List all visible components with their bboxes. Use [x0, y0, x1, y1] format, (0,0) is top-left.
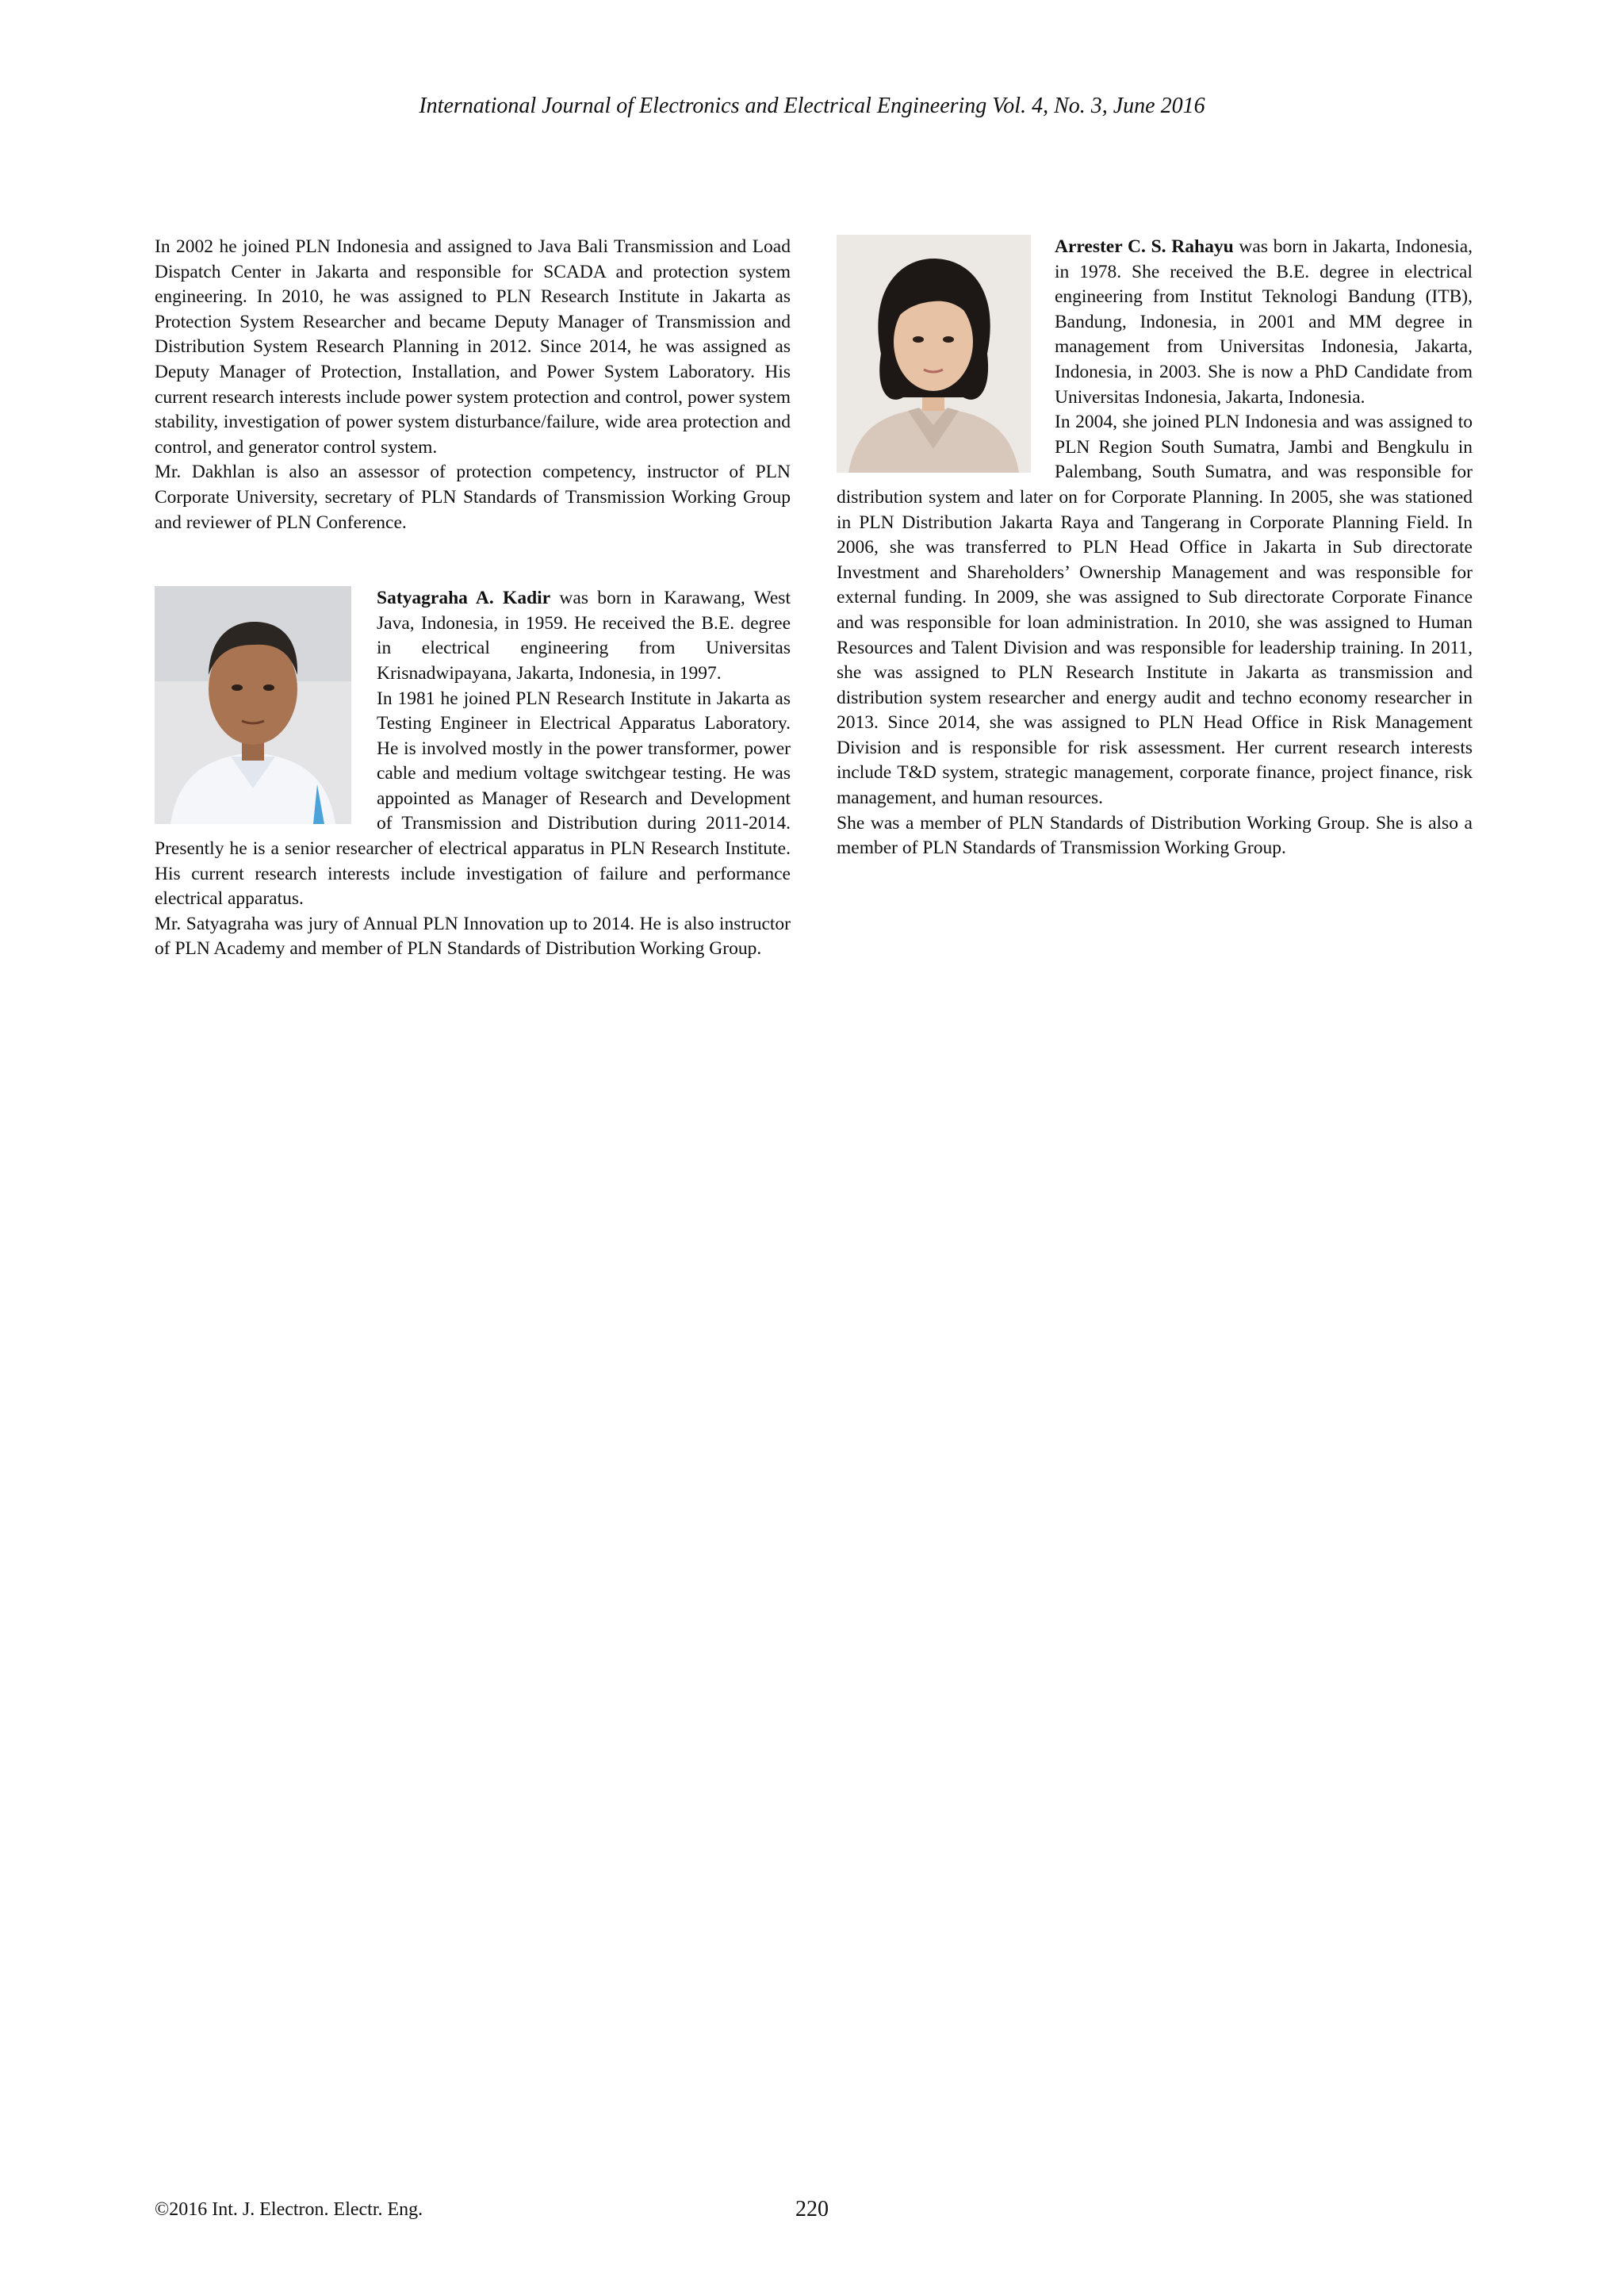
- right-column: [837, 235, 1473, 861]
- dakhlan-bio-paragraph-2: Mr. Dakhlan is also an assessor of protection competency, instructor of PLN Corporate University, secretary of PLN Standards of Transmission Working Group and reviewer of PLN Conference.: [155, 462, 791, 533]
- arrester-bio-intro: was born in Jakarta, Indonesia, in 1978. She received the B.E. degree in electrical engineering from Institut Teknologi Bandung (ITB), Bandung, Indonesia, in 2001 and MM degree in management from Universitas Indonesia, Jakarta, Indonesia, in 2003. She is now a PhD Candidate from Universitas Indonesia, Jakarta, Indonesia.: [1055, 236, 1473, 408]
- satyagraha-bio-paragraph-3: Mr. Satyagraha was jury of Annual PLN Innovation up to 2014. He is also instructor of PLN Academy and member of PLN Standards of Distribution Working Group.: [155, 913, 791, 960]
- arrester-bio-paragraph-3: She was a member of PLN Standards of Distribution Working Group. She is also a member of PLN Standards of Transmission Working Group.: [837, 812, 1473, 859]
- left-column: [155, 235, 791, 962]
- satyagraha-portrait-photo: [155, 586, 351, 824]
- satyagraha-bio-paragraph-2: In 1981 he joined PLN Research Institute in Jakarta as Testing Engineer in Electrical Apparatus Laboratory. He is involved mostly in the power transformer, power cable and medium voltage switchgear testing. He was appointed as Manager of Research and Development of Transmission and Distribution during 2011-2014. Presently he is a senior researcher of electrical apparatus in PLN Research Institute. His current research interests include investigation of failure and performance electrical apparatus.: [155, 688, 791, 910]
- footer-copyright: ©2016 Int. J. Electron. Electr. Eng.: [155, 2199, 423, 2220]
- arrester-portrait-image: [837, 235, 1031, 473]
- dakhlan-bio-paragraph-1: In 2002 he joined PLN Indonesia and assigned to Java Bali Transmission and Load Dispatch Center in Jakarta and responsible for SCADA and protection system engineering. In 2010, he was assigned to PLN Research Institute in Jakarta as Protection System Researcher and became Deputy Manager of Transmission and Distribution System Research Planning in 2012. Since 2014, he was assigned as Deputy Manager of Protection, Installation, and Power System Laboratory. His current research interests include power system protection and control, power system stability, investigation of power system disturbance/failure, wide area protection and control, and generator control system.: [155, 236, 791, 458]
- satyagraha-bio: [155, 586, 791, 962]
- journal-header: International Journal of Electronics and Electrical Engineering Vol. 4, No. 3, June 2016: [419, 94, 1205, 118]
- arrester-name: Arrester C. S. Rahayu: [1055, 236, 1234, 257]
- arrester-bio-paragraph-2: In 2004, she joined PLN Indonesia and was assigned to PLN Region South Sumatra, Jambi and Bengkulu in Palembang, South Sumatra, and was responsible for distribution system and later on for Corporate Planning. In 2005, she was stationed in PLN Distribution Jakarta Raya and Tangerang in Corporate Planning Field. In 2006, she was transferred to PLN Head Office in Jakarta in Sub directorate Investment and Shareholders’ Ownership Management and was responsible for external funding. In 2009, she was assigned to Sub directorate Corporate Finance and was responsible for loan administration. In 2010, she was assigned to Human Resources and Talent Division and was responsible for leadership training. In 2011, she was assigned to PLN Research Institute in Jakarta as transmission and distribution system researcher and energy audit and techno economy researcher in 2013. Since 2014, she was assigned to PLN Head Office in Risk Management Division and is responsible for risk assessment. Her current research interests include T&D system, strategic management, corporate finance, project finance, risk management, and human resources.: [837, 412, 1473, 809]
- satyagraha-name: Satyagraha A. Kadir: [377, 588, 551, 609]
- arrester-bio: [837, 235, 1473, 861]
- arrester-portrait-photo: [837, 235, 1031, 473]
- page-number: 220: [795, 2197, 829, 2221]
- satyagraha-portrait-image: [155, 586, 351, 824]
- satyagraha-bio-intro: was born in Karawang, West Java, Indonesia, in 1959. He received the B.E. degree in electrical engineering from Universitas Krisnadwipayana, Jakarta, Indonesia, in 1997.: [377, 588, 791, 684]
